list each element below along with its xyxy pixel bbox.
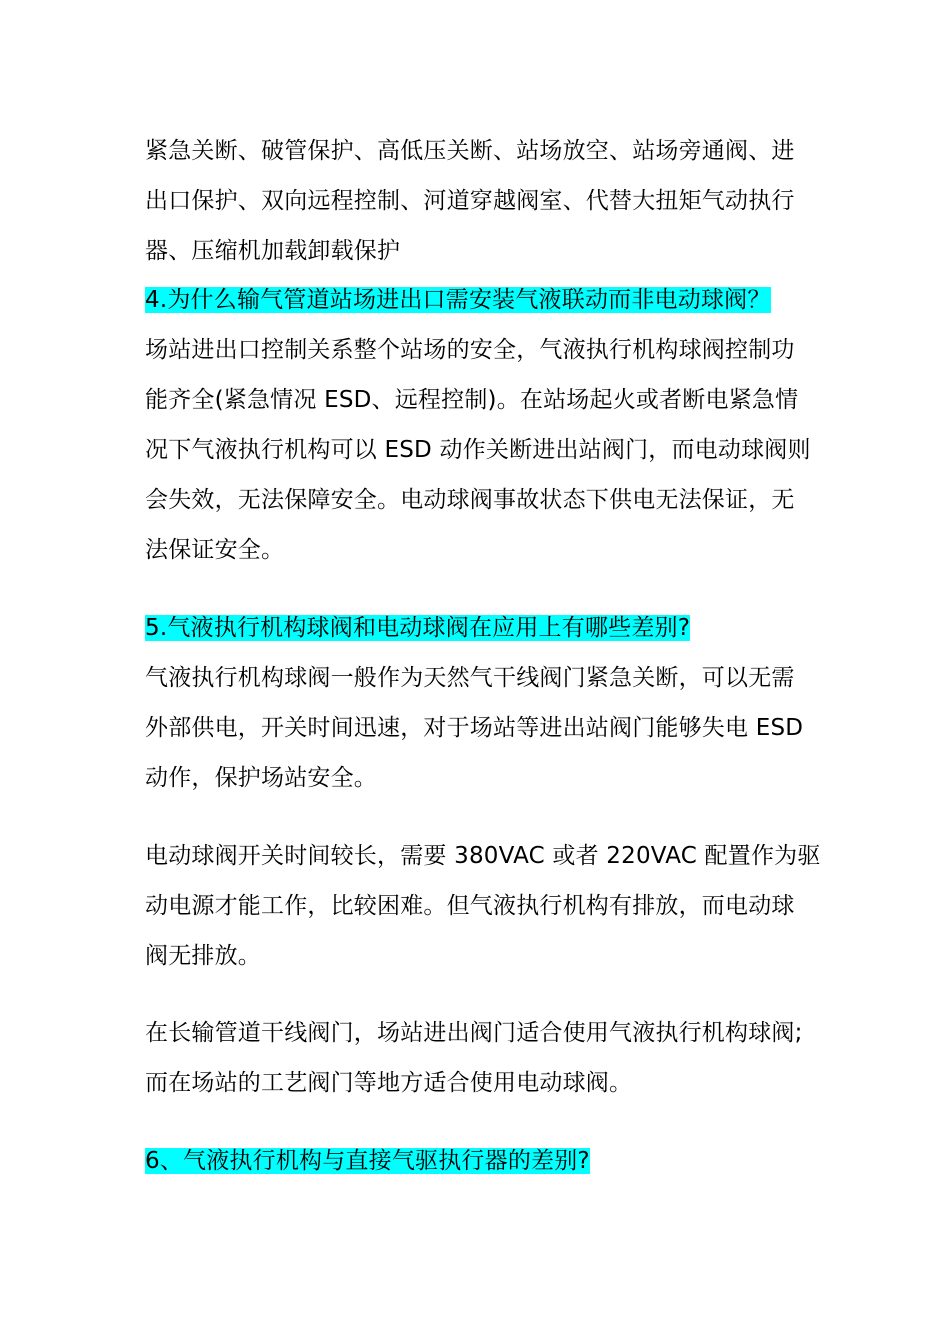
intro-line-2: 出口保护、双向远程控制、河道穿越阀室、代替大扭矩气动执行 bbox=[145, 188, 795, 214]
answer-5b-paragraph bbox=[145, 831, 825, 981]
answer-5a-line-1: 气液执行机构球阀一般作为天然气干线阀门紧急关断，可以无需 bbox=[145, 665, 795, 691]
answer-5b-line-1: 电动球阀开关时间较长，需要 380VAC 或者 220VAC 配置作为驱 bbox=[145, 843, 821, 869]
answer-4-line-2: 能齐全(紧急情况 ESD、远程控制)。在站场起火或者断电紧急情 bbox=[145, 387, 799, 413]
answer-5c-line-1: 在长输管道干线阀门，场站进出阀门适合使用气液执行机构球阀; bbox=[145, 1020, 803, 1046]
answer-5b-line-2: 动电源才能工作，比较困难。但气液执行机构有排放，而电动球 bbox=[145, 893, 795, 919]
intro-paragraph bbox=[145, 126, 825, 276]
heading-5-text: 5.气液执行机构球阀和电动球阀在应用上有哪些差别? bbox=[145, 615, 691, 641]
heading-question-5 bbox=[145, 603, 825, 653]
answer-4-line-1: 场站进出口控制关系整个站场的安全，气液执行机构球阀控制功 bbox=[145, 337, 795, 363]
answer-5a-line-2: 外部供电，开关时间迅速，对于场站等进出站阀门能够失电 ESD bbox=[145, 715, 804, 741]
answer-4-line-5: 法保证安全。 bbox=[145, 537, 285, 563]
answer-5a-paragraph bbox=[145, 653, 825, 803]
heading-question-4 bbox=[145, 275, 825, 325]
answer-5a-line-3: 动作，保护场站安全。 bbox=[145, 765, 377, 791]
intro-line-3: 器、压缩机加载卸载保护 bbox=[145, 238, 401, 264]
answer-5b-line-3: 阀无排放。 bbox=[145, 943, 261, 969]
answer-4-paragraph bbox=[145, 325, 825, 575]
heading-6-text: 6、气液执行机构与直接气驱执行器的差别? bbox=[145, 1148, 590, 1174]
heading-question-6 bbox=[145, 1136, 825, 1186]
heading-4-text: 4.为什么输气管道站场进出口需安装气液联动而非电动球阀？ bbox=[145, 287, 771, 313]
intro-line-1: 紧急关断、破管保护、高低压关断、站场放空、站场旁通阀、进 bbox=[145, 138, 795, 164]
answer-4-line-3: 况下气液执行机构可以 ESD 动作关断进出站阀门，而电动球阀则 bbox=[145, 437, 811, 463]
answer-5c-paragraph bbox=[145, 1008, 825, 1108]
answer-4-line-4: 会失效，无法保障安全。电动球阀事故状态下供电无法保证，无 bbox=[145, 487, 795, 513]
answer-5c-line-2: 而在场站的工艺阀门等地方适合使用电动球阀。 bbox=[145, 1070, 633, 1096]
